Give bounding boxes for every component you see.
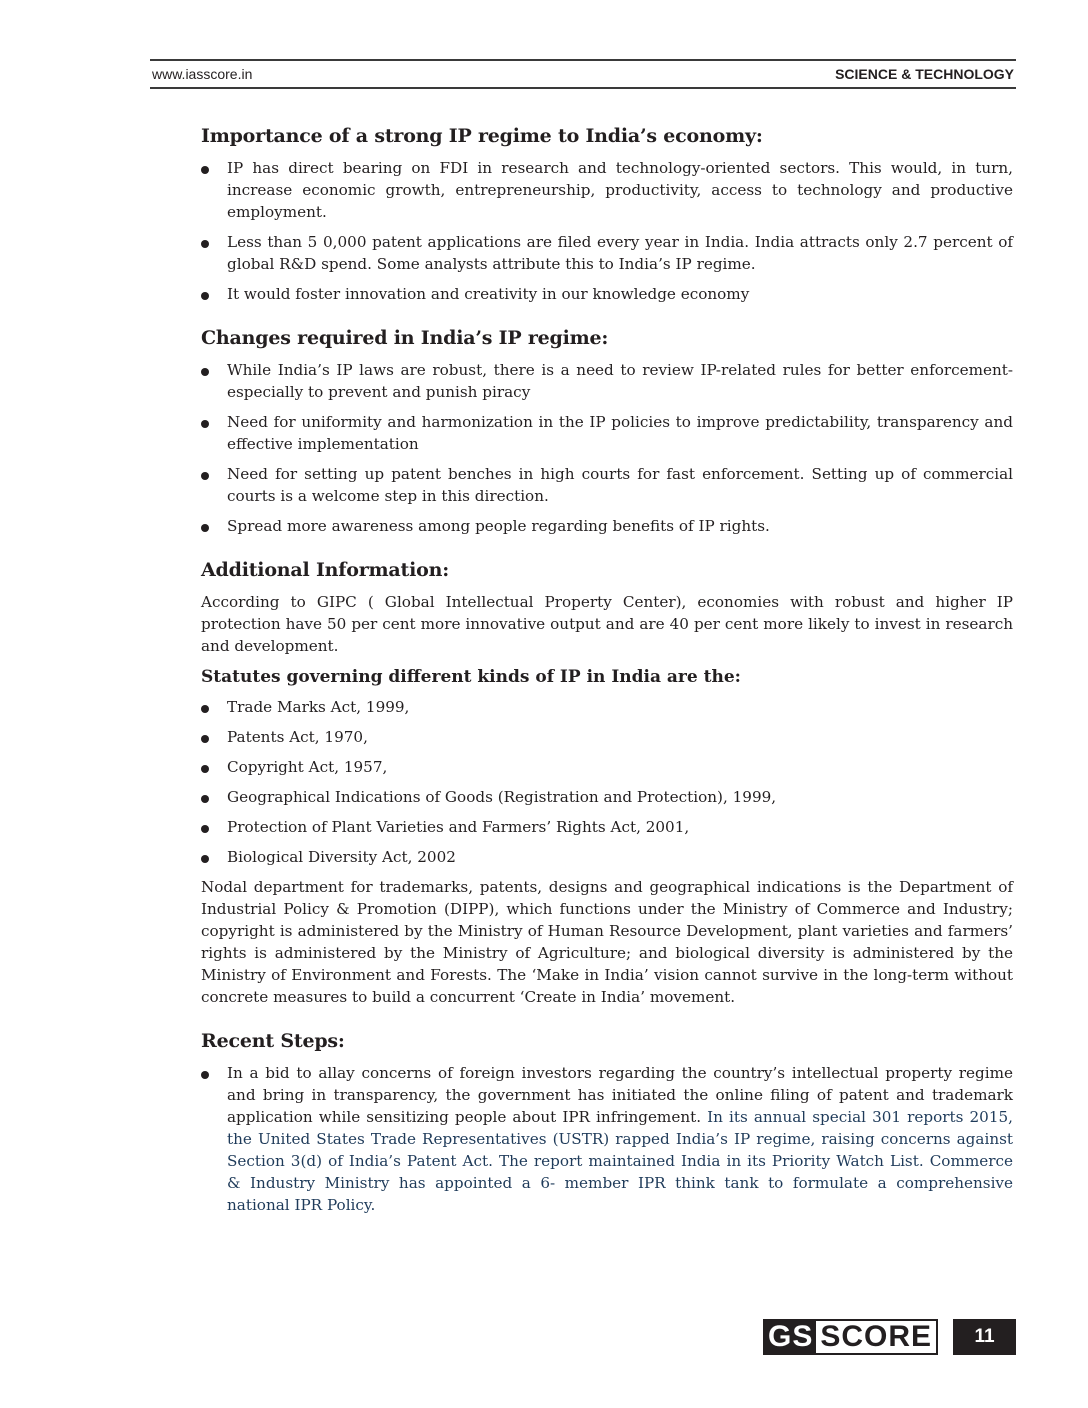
- list-item: Patents Act, 1970,: [201, 726, 1013, 748]
- importance-list: [201, 157, 1013, 305]
- list-item: Need for setting up patent benches in high courts for fast enforcement. Setting up of commercial courts is a welcome step in this direction.: [201, 463, 1013, 507]
- recent-steps-list: [201, 1062, 1013, 1216]
- heading-importance: Importance of a strong IP regime to India’s economy:: [201, 125, 763, 147]
- bullet-icon: [201, 825, 209, 833]
- bullet-icon: [201, 765, 209, 773]
- bullet-icon: [201, 368, 209, 376]
- list-item: Less than 5 0,000 patent applications are filed every year in India. India attracts only 2.7 percent of global R&D spend. Some analysts attribute this to India’s IP regime.: [201, 231, 1013, 275]
- statutes-list: [201, 696, 1013, 868]
- page-content: [201, 125, 1013, 1238]
- bullet-icon: [201, 855, 209, 863]
- highlighted-text: In its annual special 301 reports 2015, the United States Trade Representatives (USTR) rapped India’s IP regime, raising concerns against Section 3(d) of India’s Patent Act. The report maintained India in its Priority Watch List. Commerce & Industry Ministry has appointed a 6- member IPR think tank to formulate a comprehensive national IPR Policy.: [227, 1108, 1013, 1214]
- list-item: Trade Marks Act, 1999,: [201, 696, 1013, 718]
- page-number: 11: [953, 1319, 1016, 1355]
- bullet-icon: [201, 795, 209, 803]
- list-item: In a bid to allay concerns of foreign investors regarding the country’s intellectual property regime and bring in transparency, the government has initiated the online filing of patent and trademark application while sensitizing people about IPR infringement. In its annual special 301 reports 2015, the United States Trade Representatives (USTR) rapped India’s IP regime, raising concerns against Section 3(d) of India’s Patent Act. The report maintained India in its Priority Watch List. Commerce & Industry Ministry has appointed a 6- member IPR think tank to formulate a comprehensive national IPR Policy.: [201, 1062, 1013, 1216]
- gsscore-logo: [763, 1319, 938, 1355]
- bullet-icon: [201, 472, 209, 480]
- list-item: Biological Diversity Act, 2002: [201, 846, 1013, 868]
- bullet-icon: [201, 735, 209, 743]
- bullet-icon: [201, 524, 209, 532]
- list-item: IP has direct bearing on FDI in research and technology-oriented sectors. This would, in turn, increase economic growth, entrepreneurship, productivity, access to technology and productive employment.: [201, 157, 1013, 223]
- bullet-icon: [201, 166, 209, 174]
- page-header: [150, 59, 1016, 89]
- site-url: www.iasscore.in: [152, 66, 253, 82]
- bullet-icon: [201, 1071, 209, 1079]
- heading-changes: Changes required in India’s IP regime:: [201, 327, 609, 349]
- heading-recent-steps: Recent Steps:: [201, 1030, 345, 1052]
- logo-score: SCORE: [816, 1321, 936, 1353]
- bullet-icon: [201, 240, 209, 248]
- bullet-icon: [201, 420, 209, 428]
- bullet-icon: [201, 292, 209, 300]
- heading-statutes: Statutes governing different kinds of IP in India are the:: [201, 667, 741, 687]
- list-item: While India’s IP laws are robust, there is a need to review IP-related rules for better enforcement- especially to prevent and punish piracy: [201, 359, 1013, 403]
- section-additional: [201, 559, 1013, 1008]
- list-item: Spread more awareness among people regarding benefits of IP rights.: [201, 515, 1013, 537]
- nodal-paragraph: Nodal department for trademarks, patents, designs and geographical indications is the Department of Industrial Policy & Promotion (DIPP), which functions under the Ministry of Commerce and Industry; copyright is administered by the Ministry of Human Resource Development, plant varieties and farmers’ rights is administered by the Ministry of Agriculture; and biological diversity is administered by the Ministry of Environment and Forests. The ‘Make in India’ vision cannot survive in the long-term without concrete measures to build a concurrent ‘Create in India’ movement.: [201, 878, 1013, 1006]
- list-item: Protection of Plant Varieties and Farmers’ Rights Act, 2001,: [201, 816, 1013, 838]
- list-item: Copyright Act, 1957,: [201, 756, 1013, 778]
- bullet-icon: [201, 705, 209, 713]
- list-item: Need for uniformity and harmonization in the IP policies to improve predictability, transparency and effective implementation: [201, 411, 1013, 455]
- section-changes: [201, 327, 1013, 537]
- gipc-paragraph: According to GIPC ( Global Intellectual Property Center), economies with robust and higher IP protection have 50 per cent more innovative output and are 40 per cent more likely to invest in research and development.: [201, 593, 1013, 655]
- section-recent-steps: [201, 1030, 1013, 1216]
- section-importance: [201, 125, 1013, 305]
- section-title: SCIENCE & TECHNOLOGY: [835, 66, 1014, 82]
- logo-gs: GS: [765, 1321, 816, 1353]
- list-item: Geographical Indications of Goods (Registration and Protection), 1999,: [201, 786, 1013, 808]
- heading-additional: Additional Information:: [201, 559, 450, 581]
- changes-list: [201, 359, 1013, 537]
- list-item: It would foster innovation and creativity in our knowledge economy: [201, 283, 1013, 305]
